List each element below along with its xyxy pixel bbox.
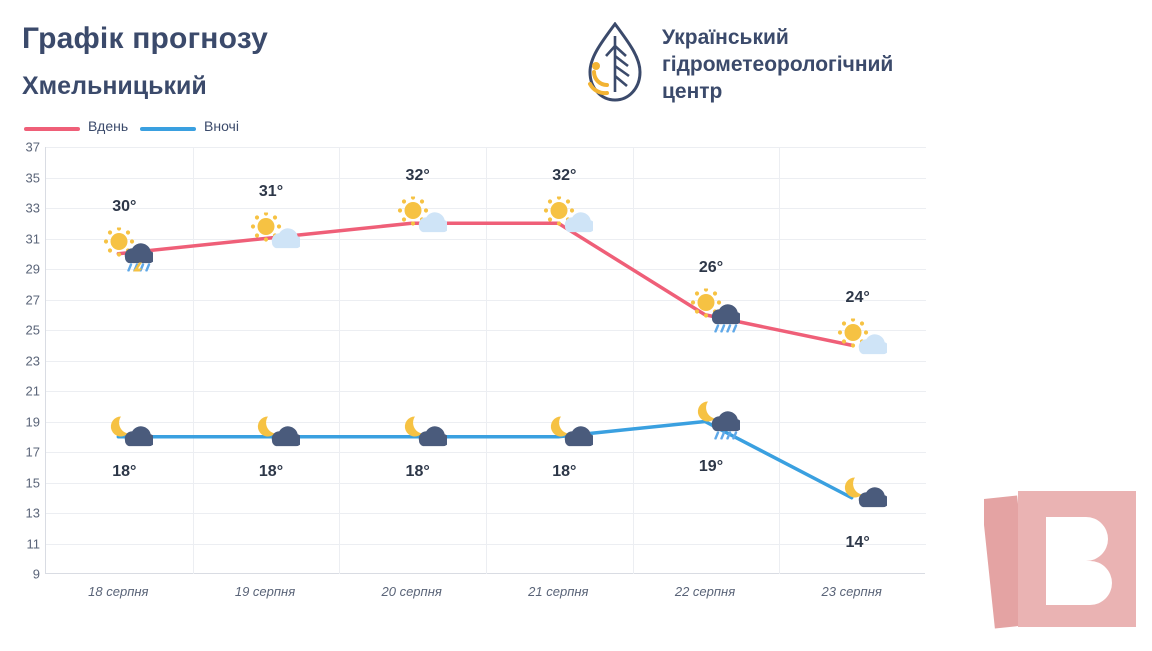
data-point-label: 18° bbox=[552, 462, 577, 480]
x-axis-tick: 19 серпня bbox=[234, 584, 296, 599]
brand-line-3: центр bbox=[662, 80, 723, 103]
data-point-label: 19° bbox=[698, 457, 724, 475]
y-axis-tick: 19 bbox=[25, 414, 40, 429]
x-axis-tick: 23 серпня bbox=[821, 584, 882, 599]
weather-icon-sun-thunderstorm bbox=[99, 227, 153, 276]
weather-icon-moon-cloud bbox=[246, 410, 300, 459]
legend-swatch-day bbox=[24, 127, 80, 131]
x-axis-tick: 21 серпня bbox=[528, 584, 589, 599]
x-axis-tick: 18 серпня bbox=[88, 584, 149, 599]
y-axis-tick: 15 bbox=[25, 475, 40, 490]
y-axis-tick: 25 bbox=[25, 322, 40, 338]
data-point-label: 30° bbox=[112, 197, 137, 215]
gridline bbox=[339, 147, 340, 574]
y-axis-tick: 37 bbox=[25, 139, 40, 155]
gridline bbox=[779, 147, 780, 574]
page-title: Графік прогнозу bbox=[22, 22, 268, 55]
y-axis-tick: 13 bbox=[25, 505, 40, 521]
data-point-label: 14° bbox=[845, 533, 870, 551]
page-subtitle: Хмельницький bbox=[22, 72, 207, 100]
brand-name bbox=[662, 24, 893, 105]
weather-icon-moon-cloud bbox=[99, 410, 153, 459]
weather-icon-sun-rain bbox=[686, 288, 740, 337]
legend-swatch-night bbox=[140, 127, 196, 131]
x-axis-tick: 20 серпня bbox=[381, 584, 442, 599]
y-axis-tick: 11 bbox=[26, 536, 40, 551]
data-point-label: 32° bbox=[552, 167, 577, 185]
watermark bbox=[984, 483, 1144, 643]
weather-icon-moon-cloud bbox=[393, 410, 447, 459]
weather-icon-moon-rain bbox=[686, 395, 740, 444]
data-point-label: 18° bbox=[405, 462, 430, 480]
y-axis-tick: 27 bbox=[25, 292, 40, 307]
data-point-label: 31° bbox=[258, 182, 284, 200]
weather-icon-sun-cloud bbox=[539, 197, 593, 246]
x-axis-tick: 22 серпня bbox=[674, 584, 736, 599]
data-point-label: 26° bbox=[698, 258, 724, 276]
y-axis-tick: 21 bbox=[25, 383, 40, 399]
y-axis-tick: 29 bbox=[25, 261, 40, 277]
y-axis-tick: 33 bbox=[25, 200, 40, 216]
weather-icon-sun-cloud bbox=[833, 319, 887, 368]
weather-icon-moon-cloud bbox=[833, 471, 887, 520]
data-point-label: 18° bbox=[112, 462, 137, 480]
y-axis-tick: 35 bbox=[25, 170, 40, 185]
y-axis-tick: 9 bbox=[32, 566, 40, 582]
y-axis-tick: 23 bbox=[25, 353, 40, 368]
data-point-label: 32° bbox=[405, 167, 430, 185]
y-axis bbox=[0, 139, 40, 582]
legend-label-day: Вдень bbox=[88, 118, 129, 134]
gridline bbox=[633, 147, 634, 574]
y-axis-tick: 31 bbox=[25, 231, 40, 246]
plot-area bbox=[45, 147, 925, 574]
data-point-label: 24° bbox=[845, 289, 870, 307]
y-axis-tick: 17 bbox=[25, 444, 40, 460]
brand-line-1: Український bbox=[662, 26, 789, 49]
weather-icon-sun-cloud bbox=[246, 212, 300, 261]
weather-center-logo-icon bbox=[580, 22, 650, 102]
gridline bbox=[193, 147, 194, 574]
brand-line-2: гідрометеорологічний bbox=[662, 53, 894, 76]
data-point-label: 18° bbox=[258, 462, 284, 480]
gridline bbox=[486, 147, 487, 574]
weather-icon-moon-cloud bbox=[539, 410, 593, 459]
weather-icon-sun-cloud bbox=[393, 197, 447, 246]
legend-label-night: Вночі bbox=[204, 118, 239, 134]
header bbox=[0, 0, 1152, 130]
